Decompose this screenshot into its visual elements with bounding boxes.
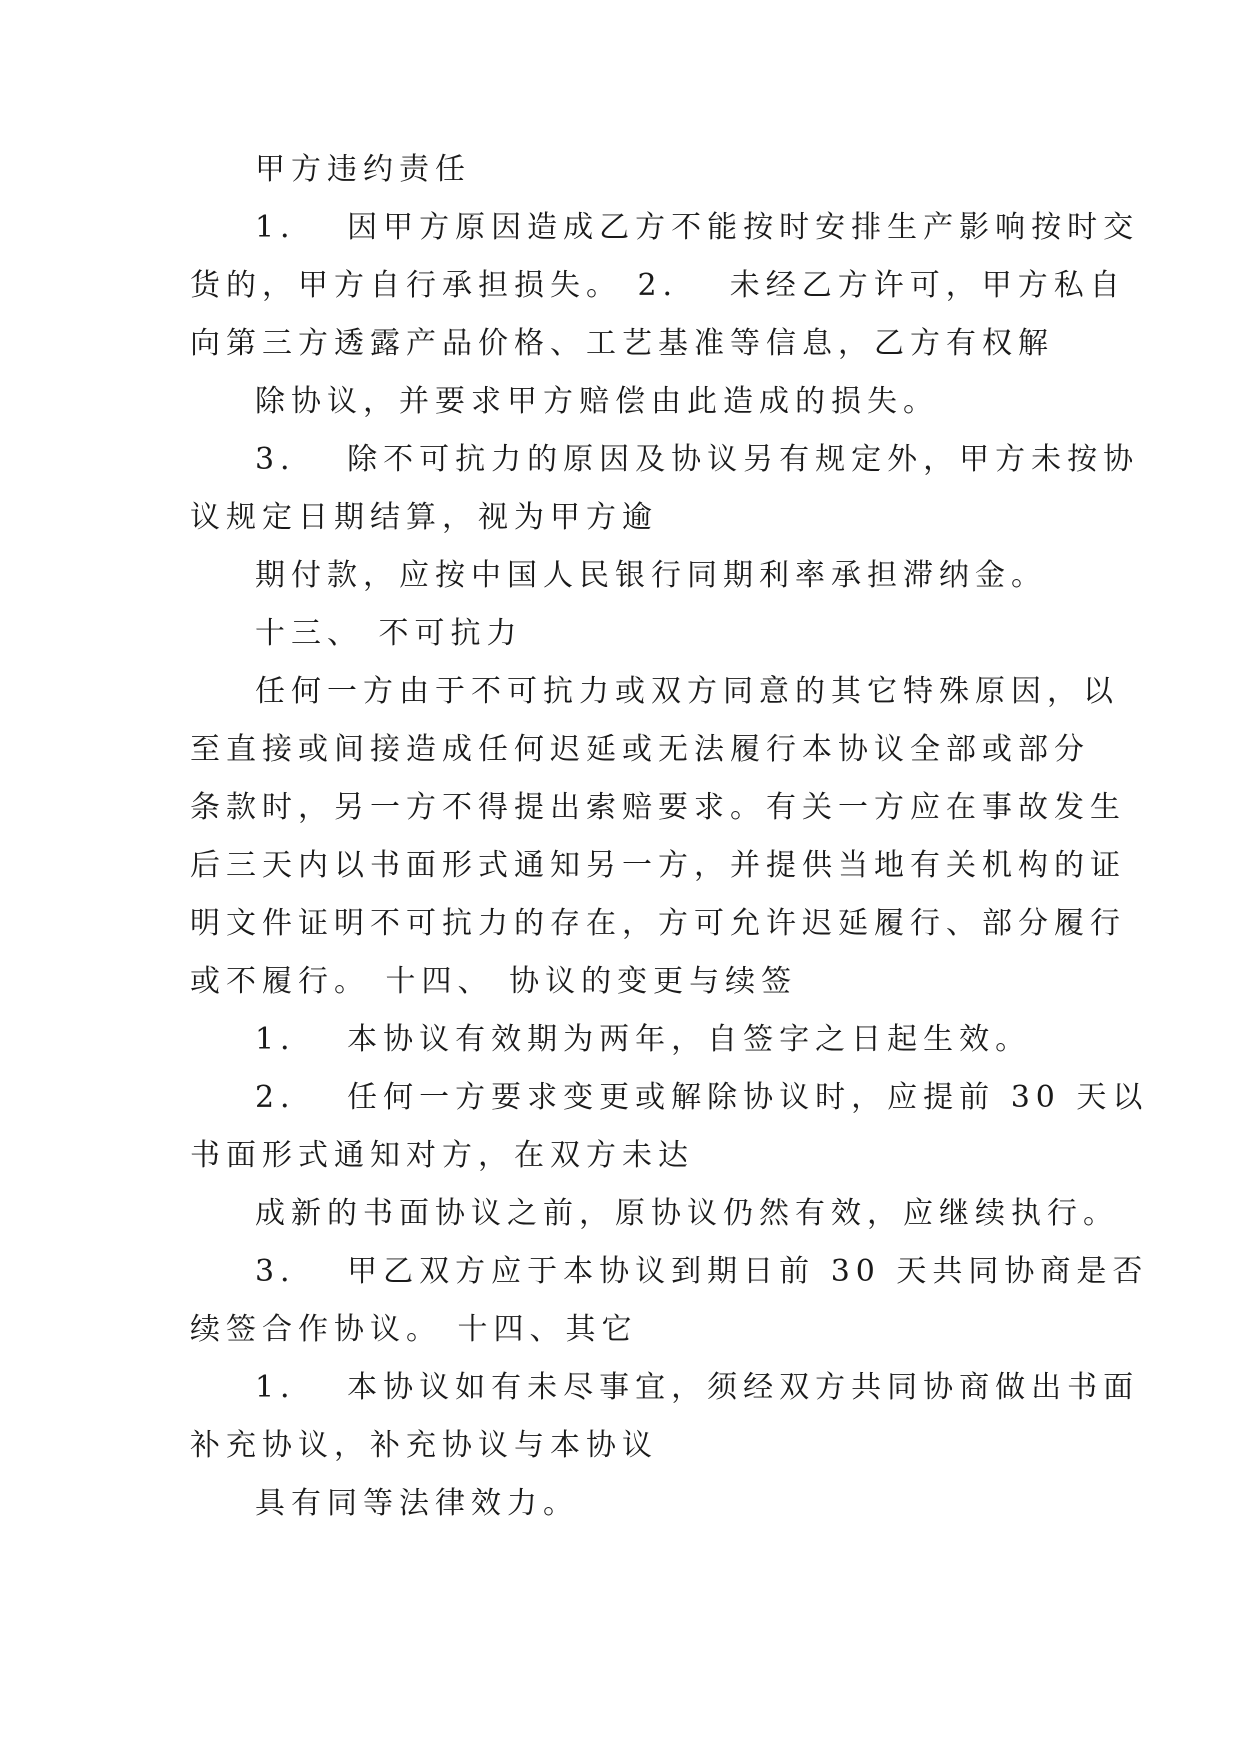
paragraph-line: 或不履行。 十四、 协议的变更与续签 xyxy=(190,964,798,999)
paragraph-line: 3． 甲乙双方应于本协议到期日前 30 天共同协商是否 xyxy=(255,1254,1149,1289)
paragraph-line: 成新的书面协议之前，原协议仍然有效，应继续执行。 xyxy=(255,1196,1119,1231)
paragraph-line: 补充协议，补充协议与本协议 xyxy=(190,1428,658,1463)
paragraph-line: 后三天内以书面形式通知另一方，并提供当地有关机构的证 xyxy=(190,848,1126,883)
paragraph-line: 明文件证明不可抗力的存在，方可允许迟延履行、部分履行 xyxy=(190,906,1126,941)
paragraph-line: 1． 本协议有效期为两年，自签字之日起生效。 xyxy=(255,1022,1032,1057)
paragraph-line: 任何一方由于不可抗力或双方同意的其它特殊原因，以 xyxy=(255,674,1119,709)
section-heading: 甲方违约责任 xyxy=(255,152,471,187)
paragraph-line: 期付款，应按中国人民银行同期利率承担滞纳金。 xyxy=(255,558,1047,593)
paragraph-line: 条款时，另一方不得提出索赔要求。有关一方应在事故发生 xyxy=(190,790,1126,825)
paragraph-line: 1． 本协议如有未尽事宜，须经双方共同协商做出书面 xyxy=(255,1370,1140,1405)
paragraph-line: 货的，甲方自行承担损失。 2． 未经乙方许可，甲方私自 xyxy=(190,268,1126,303)
paragraph-line: 除协议，并要求甲方赔偿由此造成的损失。 xyxy=(255,384,939,419)
paragraph-line: 书面形式通知对方，在双方未达 xyxy=(190,1138,694,1173)
paragraph-line: 向第三方透露产品价格、工艺基准等信息，乙方有权解 xyxy=(190,326,1054,361)
paragraph-line: 具有同等法律效力。 xyxy=(255,1486,579,1521)
paragraph-line: 续签合作协议。 十四、其它 xyxy=(190,1312,638,1347)
paragraph-line: 3． 除不可抗力的原因及协议另有规定外，甲方未按协 xyxy=(255,442,1140,477)
paragraph-line: 至直接或间接造成任何迟延或无法履行本协议全部或部分 xyxy=(190,732,1090,767)
paragraph-line: 议规定日期结算，视为甲方逾 xyxy=(190,500,658,535)
paragraph-line: 2． 任何一方要求变更或解除协议时，应提前 30 天以 xyxy=(255,1080,1149,1115)
section-heading: 十三、 不可抗力 xyxy=(255,616,523,651)
paragraph-line: 1． 因甲方原因造成乙方不能按时安排生产影响按时交 xyxy=(255,210,1140,245)
